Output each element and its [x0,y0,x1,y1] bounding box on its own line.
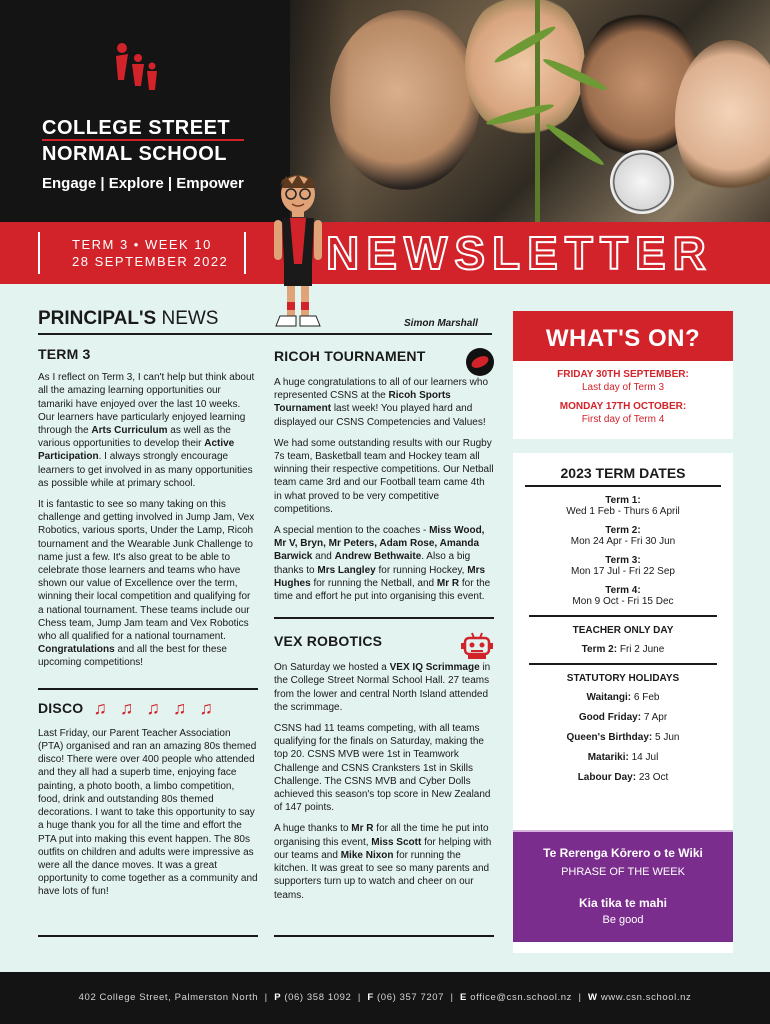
footer-website[interactable]: www.csn.school.nz [600,992,692,1003]
phrase-subtitle: PHRASE OF THE WEEK [561,866,685,878]
whats-on-panel [513,311,733,439]
term-entry: Term 2: Mon 24 Apr - Fri 30 Jun [570,525,676,547]
paragraph: On Saturday we hosted a VEX IQ Scrimmage in the College Street Normal School Hall. 27 teams from the lower and central North Island attended the scrimmage. [274,662,491,713]
music-note-icon: ♫ [119,697,134,718]
principal-signature: Simon Marshall [404,318,478,329]
teacher-only-heading: TEACHER ONLY DAY [572,625,674,636]
music-note-icon: ♫ [199,697,213,718]
paragraph: A huge thanks to Mr R for all the time he put into organising this event, Miss Scott for helping with our teams and Mike Nixon for running the kitchen. It was great to see so many parents and supporters turn up to watch and cheer on our teams. [274,823,492,901]
vex-heading: VEX ROBOTICS [274,632,383,649]
holiday-entry: Waitangi: 6 Feb [586,692,660,703]
phrase-title: Te Rerenga Kōrero o te Wiki [543,846,703,860]
header-hero [0,0,770,222]
event-description: Last day of Term 3 [581,382,665,393]
phrase-meaning: Be good [602,914,644,926]
music-note-icon: ♫ [93,697,107,718]
school-name-line-1: COLLEGE STREET [42,117,231,139]
footer-phone: (06) 358 1092 [284,992,352,1003]
paragraph: As I reflect on Term 3, I can't help but think about all the amazing learning opportunities our tamariki have enjoyed over the last 10 weeks. Our learners have particularly enjoyed learning through the Arts Curriculum as well as the various opportunities to develop their Active Participation. I always strongly encourage learners to get involved in as many opportunities as possible while at primary school. [38,372,255,489]
whats-on-heading: WHAT'S ON? [513,311,733,361]
paragraph: A huge congratulations to all of our learners who represented CSNS at the Ricoh Sports Tournament last week! You played hard and displayed our CSNS Competencies and Values! [274,377,489,428]
term-week: TERM 3 • WEEK 10 28 SEPTEMBER 2022 [72,237,229,269]
ricoh-heading: RICOH TOURNAMENT [274,348,426,365]
term3-body [38,371,258,669]
children-plant-photo [290,0,770,222]
column-middle [274,348,494,910]
term-entry: Term 1: Wed 1 Feb - Thurs 6 April [566,495,680,517]
rugby-ball-icon [466,348,494,376]
footer-address: 402 College Street, Palmerston North [78,992,259,1003]
event-date: MONDAY 17TH OCTOBER: [559,401,687,412]
footer-email[interactable]: office@csn.school.nz [470,992,572,1003]
column-left [38,348,258,907]
event-description: First day of Term 4 [581,414,665,425]
principals-news-heading: PRINCIPAL'S NEWS [38,308,219,329]
holiday-entry: Matariki: 14 Jul [587,752,659,763]
ricoh-body [274,376,494,603]
school-logo-icon [112,40,162,102]
disco-heading: DISCO [38,699,84,716]
event-date: FRIDAY 30TH SEPTEMBER: [557,369,689,380]
music-note-icon: ♫ [172,697,187,718]
term-entry: Term 4: Mon 9 Oct - Fri 15 Dec [572,585,674,607]
vex-body [274,661,494,901]
phrase-maori: Kia tika te mahi [578,896,668,910]
holidays-heading: STATUTORY HOLIDAYS [566,673,680,684]
term-dates-heading: 2023 TERM DATES [525,465,721,487]
issue-date: 28 SEPTEMBER 2022 [72,254,229,269]
holiday-entry: Labour Day: 23 Oct [577,772,669,783]
school-name-line-2: NORMAL SCHOOL [42,143,228,165]
paragraph: CSNS had 11 teams competing, with all teams qualifying for the finals on Saturday, making the top 20. CSNS MVB were 1st in Teamwork Challenge and CSNS Cranksters 1st in Skills Challenge. The CSNS MVB and Cyber Dolls achieved this season's top score in New Zealand of 147 points. [274,723,491,814]
term3-heading: TERM 3 [38,346,91,362]
footer-contact: 402 College Street, Palmerston North | P (06) 358 1092 | F (06) 357 7207 | E office@csn.school.nz | W www.csn.school.nz [0,972,770,1024]
music-note-icon: ♫ [146,697,160,718]
term-entry: Term 3: Mon 17 Jul - Fri 22 Sep [571,555,675,577]
newsletter-title: NEWSLETTER [326,227,713,279]
robot-icon [460,631,494,661]
footer-fax: (06) 357 7207 [377,992,445,1003]
holiday-entry: Queen's Birthday: 5 Jun [566,732,680,743]
disco-body [38,727,258,899]
holiday-entry: Good Friday: 7 Apr [578,712,668,723]
paragraph: We had some outstanding results with our Rugby 7s team, Basketball team and Hockey team all winning their respective competitions. Our Netball team came 3rd and our Football team came 4th in what proved to be very competitive competitions. [274,437,494,515]
mascot-illustration [258,172,338,332]
teacher-only-day: Term 2: Fri 2 June [581,644,665,655]
newsletter-band [0,222,770,284]
school-tagline: Engage | Explore | Empower [42,175,244,192]
paragraph: It is fantastic to see so many taking on this challenge and getting involved in Jump Jam, Vex Robotics, various sports, Under the Lamp, Ricoh tournament and the Wearable Junk Challenge to name just a few. It's also great to be able to celebrate those learners and teams who have shown our value of Excellence over the term, winning their local competition and qualifying for a national tournament. These teams include our Chess team, Jump Jam team and Vex Robotics who all qualified for a national tournament. Congratulations and all the best for these upcoming competitions! [38,499,255,669]
phrase-of-the-week-panel [513,830,733,942]
disco-heading-row [38,688,258,718]
paragraph: A special mention to the coaches - Miss Wood, Mr V, Bryn, Mr Peters, Adam Rose, Amanda Barwick and Andrew Bethwaite. Also a big thanks to Mrs Langley for running Hockey, Mrs Hughes for running the Netball, and Mr R for the time and effort he put into organising this event. [274,525,491,603]
paragraph: Last Friday, our Parent Teacher Association (PTA) organised and ran an amazing 80s themed disco! There were over 400 people who attended and they all had a superb time, enjoying face painting, a photo booth, a limbo competition, food, drink and outstanding 80s themed decorations. I want to take this opportunity to say a huge thank you for all the time and effort the PTA put into making this event happen. The 80s outfits on children and adults were impressive as were all the dance moves. It was a great opportunity to come together as a community and have lots of fun! [38,727,258,898]
